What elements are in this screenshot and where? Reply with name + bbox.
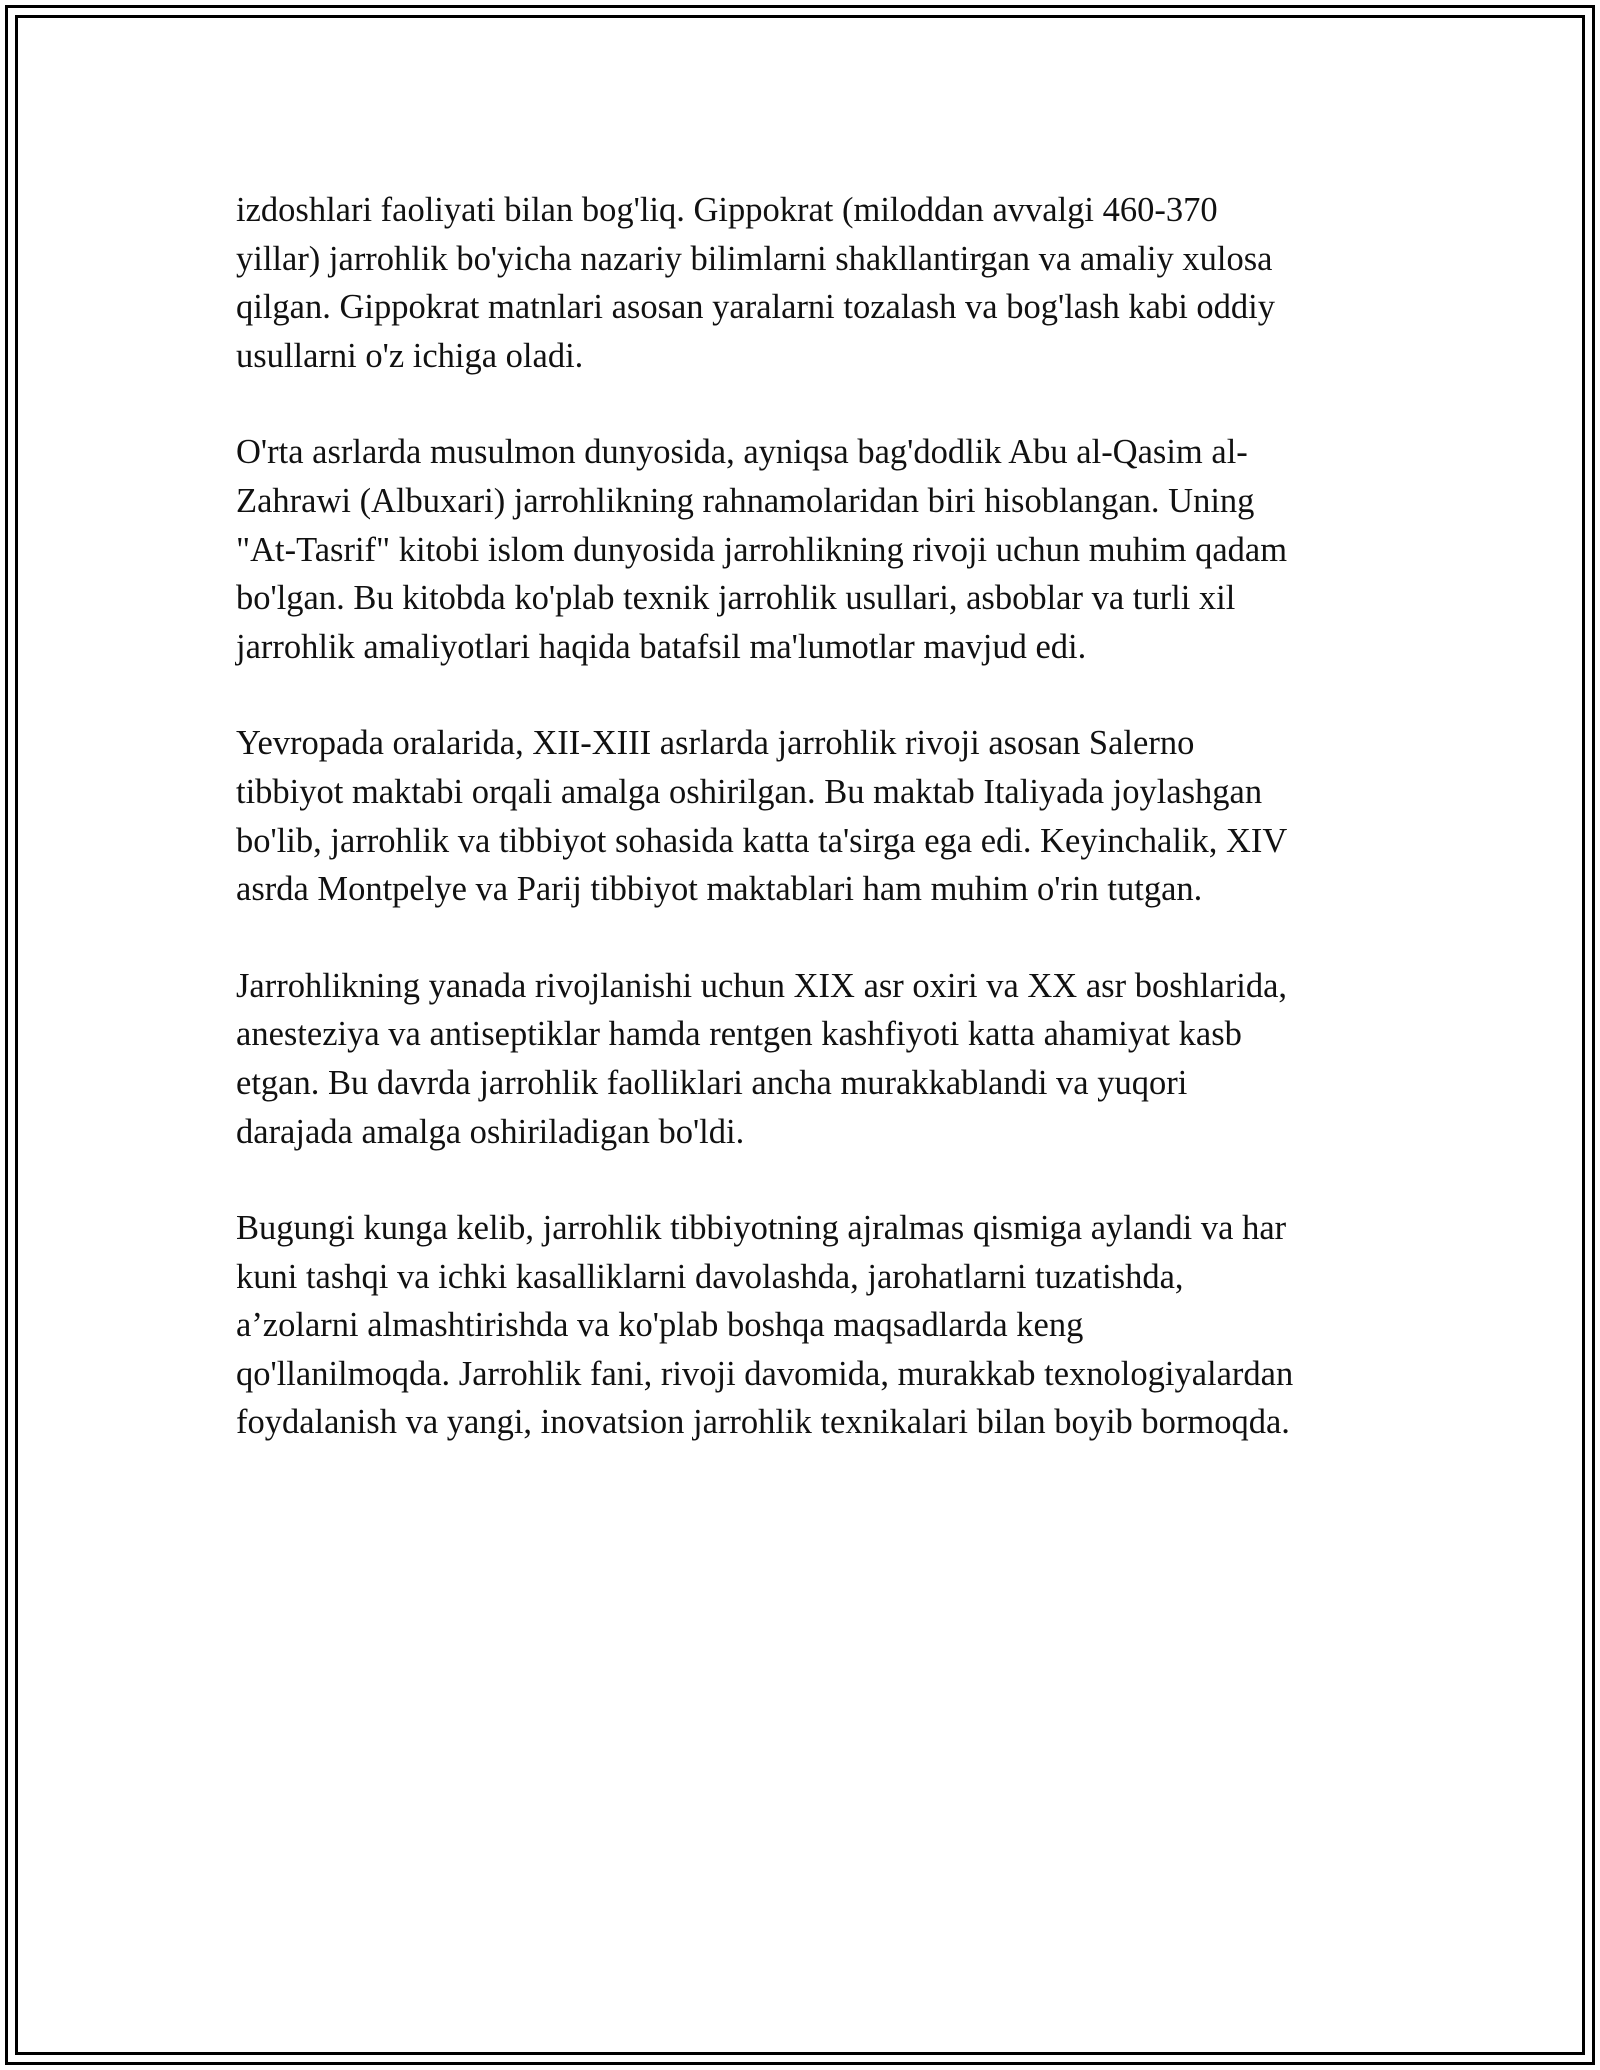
text-line: Bugungi kunga kelib, jarrohlik tibbiyotning ajralmas qismiga aylandi va har xyxy=(236,1209,1287,1248)
text-line: "At-Tasrif" kitobi islom dunyosida jarrohlikning rivoji uchun muhim qadam xyxy=(236,530,1288,569)
text-line: qo'llanilmoqda. Jarrohlik fani, rivoji davomida, murakkab texnologiyalardan xyxy=(236,1354,1294,1393)
text-line: yillar) jarrohlik bo'yicha nazariy bilimlarni shakllantirgan va amaliy xulosa xyxy=(236,239,1273,278)
paragraph-middle-ages xyxy=(236,428,1366,671)
text-line: bo'lib, jarrohlik va tibbiyot sohasida katta ta'sirga ega edi. Keyinchalik, XIV xyxy=(236,821,1288,860)
text-line: tibbiyot maktabi orqali amalga oshirilgan. Bu maktab Italiyada joylashgan xyxy=(236,772,1263,811)
text-line: darajada amalga oshiriladigan bo'ldi. xyxy=(236,1112,745,1151)
text-line: anesteziya va antiseptiklar hamda rentgen kashfiyoti katta ahamiyat kasb xyxy=(236,1015,1242,1054)
text-line: a’zolarni almashtirishda va ko'plab boshqa maqsadlarda keng xyxy=(236,1306,1084,1345)
paragraph-19th-20th-century xyxy=(236,962,1366,1156)
text-line: Yevropada oralarida, XII-XIII asrlarda jarrohlik rivoji asosan Salerno xyxy=(236,724,1195,763)
text-line: jarrohlik amaliyotlari haqida batafsil ma'lumotlar mavjud edi. xyxy=(236,627,1087,666)
text-line: izdoshlari faoliyati bilan bog'liq. Gippokrat (miloddan avvalgi 460-370 xyxy=(236,191,1218,229)
text-line: qilgan. Gippokrat matnlari asosan yaralarni tozalash va bog'lash kabi oddiy xyxy=(236,288,1276,327)
document-body xyxy=(236,186,1366,1495)
text-line: foydalanish va yangi, inovatsion jarrohlik texnikalari bilan boyib bormoqda. xyxy=(236,1403,1290,1442)
paragraph-gippokrat xyxy=(236,186,1366,380)
text-line: usullarni o'z ichiga oladi. xyxy=(236,336,584,375)
text-line: Zahrawi (Albuxari) jarrohlikning rahnamolaridan biri hisoblangan. Uning xyxy=(236,481,1255,520)
text-line: kuni tashqi va ichki kasalliklarni davolashda, jarohatlarni tuzatishda, xyxy=(236,1257,1184,1296)
text-line: bo'lgan. Bu kitobda ko'plab texnik jarrohlik usullari, asboblar va turli xil xyxy=(236,579,1236,618)
text-line: asrda Montpelye va Parij tibbiyot maktablari ham muhim o'rin tutgan. xyxy=(236,870,1203,909)
paragraph-today xyxy=(236,1204,1366,1447)
text-line: etgan. Bu davrda jarrohlik faolliklari ancha murakkablandi va yuqori xyxy=(236,1063,1188,1102)
text-line: Jarrohlikning yanada rivojlanishi uchun XIX asr oxiri va XX asr boshlarida, xyxy=(236,966,1288,1005)
paragraph-europe xyxy=(236,719,1366,913)
text-line: O'rta asrlarda musulmon dunyosida, ayniqsa bag'dodlik Abu al-Qasim al- xyxy=(236,433,1248,472)
